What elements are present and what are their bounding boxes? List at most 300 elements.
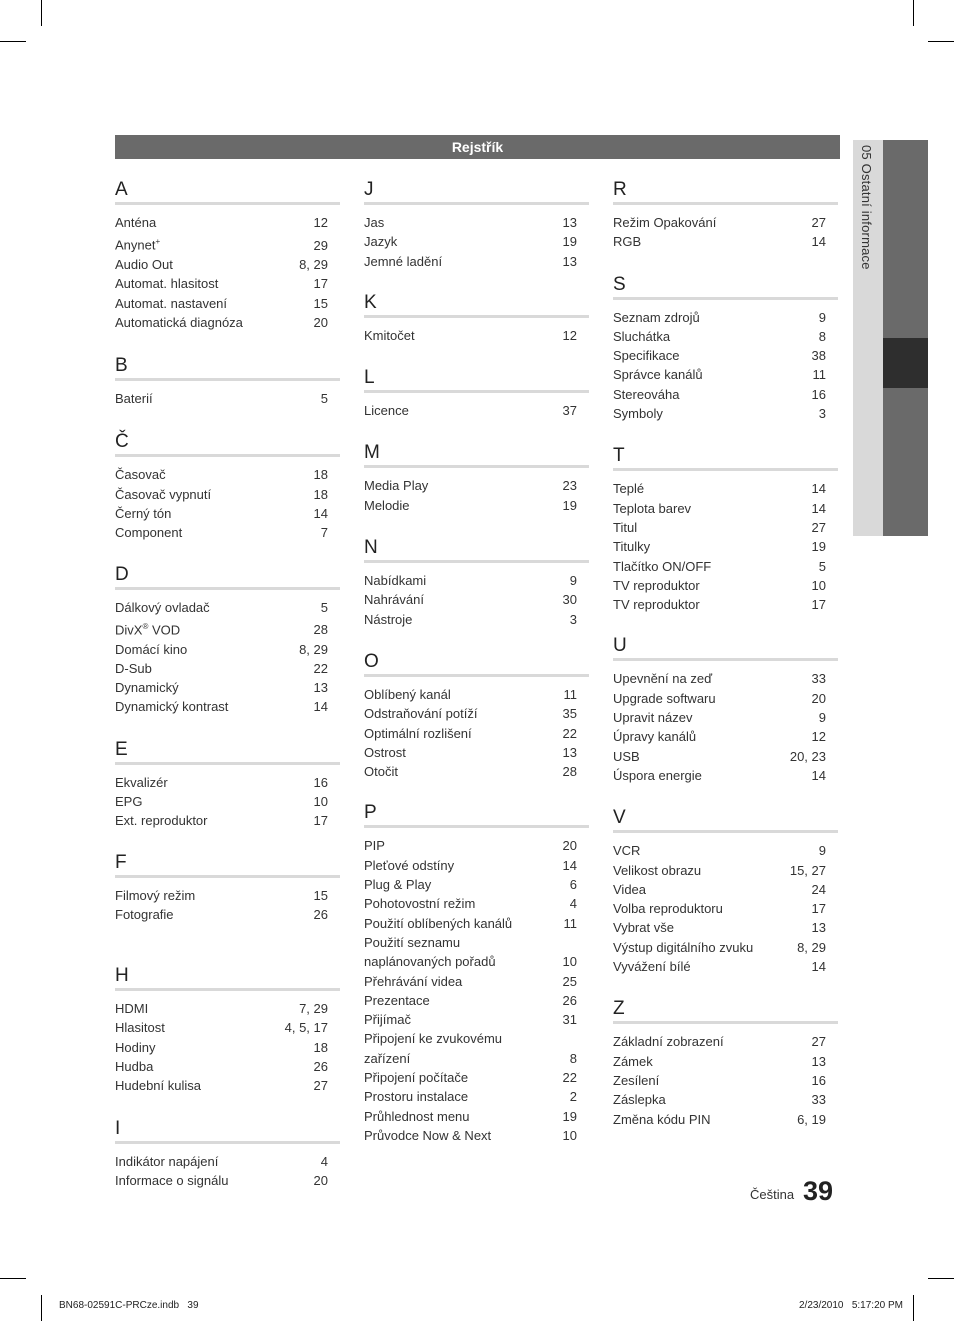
section-divider bbox=[364, 202, 589, 205]
entry-page: 16 bbox=[811, 386, 826, 402]
index-entry bbox=[364, 972, 589, 991]
section-divider bbox=[115, 378, 340, 381]
entry-page: 10 bbox=[313, 794, 328, 809]
entry-term-text: Filmový režim bbox=[115, 887, 196, 903]
section-letter: L bbox=[364, 367, 375, 389]
index-entry bbox=[613, 518, 838, 537]
section-letter: D bbox=[115, 563, 129, 585]
section-divider bbox=[364, 825, 589, 828]
entry-term bbox=[613, 1052, 838, 1071]
entry-page: 19 bbox=[562, 234, 577, 250]
entry-term bbox=[115, 313, 340, 332]
entry-term bbox=[115, 773, 340, 792]
index-entry bbox=[115, 1152, 340, 1171]
entry-page: 24 bbox=[811, 881, 826, 897]
entry-page: 14 bbox=[811, 500, 826, 516]
index-section bbox=[115, 739, 340, 831]
index-section bbox=[115, 965, 340, 1095]
entry-term bbox=[613, 841, 838, 860]
print-file-info: BN68-02591C-PRCze.indb 39 bbox=[59, 1300, 199, 1311]
index-entry bbox=[115, 640, 340, 659]
index-entry bbox=[115, 999, 340, 1018]
section-letter: M bbox=[364, 442, 380, 464]
index-entry bbox=[613, 308, 838, 327]
entry-term bbox=[115, 294, 340, 313]
entry-page: 14 bbox=[811, 767, 826, 783]
entry-term bbox=[364, 1107, 589, 1126]
entry-term-text: Úpravy kanálů bbox=[613, 729, 697, 745]
entry-term-text: Indikátor napájení bbox=[115, 1153, 219, 1169]
section-divider bbox=[364, 674, 589, 677]
entry-term-text: Použití seznamu naplánovaných pořadů bbox=[364, 934, 496, 970]
index-entry bbox=[115, 617, 340, 640]
entry-term bbox=[364, 762, 589, 781]
entry-page: 3 bbox=[818, 406, 826, 422]
entry-page: 15, 27 bbox=[789, 862, 826, 878]
entry-page: 11 bbox=[563, 915, 577, 931]
entry-page: 13 bbox=[562, 215, 577, 230]
index-entry bbox=[613, 327, 838, 346]
entry-term bbox=[115, 886, 340, 905]
entry-term-text: VCR bbox=[613, 843, 641, 859]
entry-term-text: RGB bbox=[613, 234, 642, 250]
entry-term-text: Jemné ladění bbox=[364, 253, 443, 269]
entry-page: 37 bbox=[562, 403, 577, 419]
entry-term-text: Specifikace bbox=[613, 348, 680, 364]
index-entry bbox=[364, 856, 589, 875]
entry-term bbox=[115, 465, 340, 484]
section-divider bbox=[364, 465, 589, 468]
entry-term-text: Odstraňování potíží bbox=[364, 706, 478, 722]
index-entry bbox=[364, 894, 589, 913]
index-entry bbox=[613, 537, 838, 556]
index-section bbox=[364, 367, 589, 420]
entry-term bbox=[613, 957, 838, 976]
entry-term-text: Časovač bbox=[115, 467, 166, 483]
entry-term-text: Melodie bbox=[364, 497, 410, 513]
entry-term-text: Připojení počítače bbox=[364, 1070, 469, 1086]
index-entry bbox=[364, 836, 589, 855]
entry-term bbox=[115, 811, 340, 830]
entry-term-text: Prezentace bbox=[364, 992, 430, 1008]
index-entry bbox=[613, 595, 838, 614]
entry-term-text: PIP bbox=[364, 838, 385, 854]
entry-page: 20 bbox=[811, 690, 826, 706]
section-divider bbox=[613, 468, 838, 471]
entry-term bbox=[613, 346, 838, 365]
entry-term-text: Plug & Play bbox=[364, 877, 432, 893]
index-entry bbox=[364, 704, 589, 723]
index-entry bbox=[115, 274, 340, 293]
entry-term bbox=[613, 518, 838, 537]
index-entry bbox=[115, 294, 340, 313]
entry-term bbox=[364, 933, 589, 972]
entry-page: 23 bbox=[562, 478, 577, 494]
entry-term-text: Informace o signálu bbox=[115, 1172, 229, 1188]
index-entry bbox=[613, 1052, 838, 1071]
entry-term-text: Velikost obrazu bbox=[613, 862, 702, 878]
index-entry bbox=[115, 465, 340, 484]
entry-page: 12 bbox=[562, 327, 577, 343]
entry-term bbox=[115, 504, 340, 523]
index-entry bbox=[115, 811, 340, 830]
entry-term-text: Ekvalizér bbox=[115, 774, 168, 790]
entry-term bbox=[364, 610, 589, 629]
entry-term-text: Teplé bbox=[613, 481, 645, 497]
index-entry bbox=[115, 886, 340, 905]
index-entry bbox=[115, 773, 340, 792]
section-divider bbox=[364, 315, 589, 318]
entry-page: 4 bbox=[320, 1153, 328, 1169]
entry-page: 6, 19 bbox=[797, 1111, 826, 1127]
entry-page: 27 bbox=[811, 519, 826, 535]
entry-term bbox=[115, 274, 340, 293]
entry-term bbox=[364, 743, 589, 762]
entry-term-text: Dynamický kontrast bbox=[115, 699, 229, 715]
entry-term-text: Zámek bbox=[613, 1053, 653, 1069]
entry-term-text: Výstup digitálního zvuku bbox=[613, 939, 754, 955]
index-entry bbox=[613, 880, 838, 899]
entry-term-text: Fotografie bbox=[115, 906, 174, 922]
index-entry bbox=[364, 232, 589, 251]
entry-page: 13 bbox=[811, 1053, 826, 1069]
entry-page: 33 bbox=[811, 671, 826, 687]
section-letter: U bbox=[613, 635, 627, 657]
entry-page: 8, 29 bbox=[299, 256, 328, 272]
entry-term bbox=[364, 1010, 589, 1029]
index-entry bbox=[613, 232, 838, 251]
index-entry bbox=[364, 1029, 589, 1068]
section-divider bbox=[613, 297, 838, 300]
entry-page: 28 bbox=[562, 764, 577, 780]
entry-term-text: Pleťové odstíny bbox=[364, 857, 455, 873]
section-divider bbox=[115, 875, 340, 878]
section-letter: H bbox=[115, 965, 129, 987]
entry-term bbox=[613, 766, 838, 785]
entry-term bbox=[115, 1057, 340, 1076]
index-entry bbox=[364, 1107, 589, 1126]
entry-page: 8, 29 bbox=[797, 939, 826, 955]
entry-term bbox=[115, 659, 340, 678]
index-entry bbox=[115, 1038, 340, 1057]
index-section bbox=[364, 537, 589, 629]
index-entry bbox=[364, 610, 589, 629]
entry-term bbox=[364, 704, 589, 723]
entry-term bbox=[364, 1087, 589, 1106]
index-entry bbox=[613, 576, 838, 595]
index-section bbox=[115, 179, 340, 332]
section-divider bbox=[613, 202, 838, 205]
section-letter: T bbox=[613, 445, 625, 467]
entry-page: 17 bbox=[313, 276, 328, 292]
index-entry bbox=[613, 918, 838, 937]
index-entry bbox=[613, 766, 838, 785]
entry-term-text: TV reproduktor bbox=[613, 577, 700, 593]
entry-term bbox=[364, 894, 589, 913]
index-entry bbox=[613, 708, 838, 727]
entry-page: 9 bbox=[818, 309, 826, 325]
entry-term-text: Použití oblíbených kanálů bbox=[364, 915, 513, 931]
entry-page: 31 bbox=[562, 1012, 577, 1028]
entry-page: 14 bbox=[562, 857, 577, 873]
entry-page: 16 bbox=[313, 774, 328, 790]
entry-page: 9 bbox=[818, 843, 826, 859]
entry-term-text: Optimální rozlišení bbox=[364, 725, 472, 741]
entry-term bbox=[613, 708, 838, 727]
entry-term bbox=[364, 252, 589, 271]
entry-term-text: Jazyk bbox=[364, 234, 398, 250]
entry-page: 4, 5, 17 bbox=[284, 1020, 328, 1036]
entry-page: 13 bbox=[313, 680, 328, 696]
entry-term-text: Vybrat vše bbox=[613, 920, 674, 936]
entry-term-text: Otočit bbox=[364, 764, 398, 780]
entry-page: 26 bbox=[562, 992, 577, 1008]
entry-term-text: Přijímač bbox=[364, 1012, 411, 1028]
index-column-2 bbox=[364, 179, 589, 1145]
entry-page: 6 bbox=[569, 877, 577, 893]
section-letter: J bbox=[364, 179, 374, 200]
entry-term-text: USB bbox=[613, 748, 640, 764]
entry-page: 26 bbox=[313, 1059, 328, 1075]
entry-page: 8, 29 bbox=[299, 641, 328, 657]
entry-term-text: Teplota barev bbox=[613, 500, 692, 516]
entry-page: 26 bbox=[313, 906, 328, 922]
entry-term bbox=[115, 1076, 340, 1095]
entry-page: 2 bbox=[569, 1089, 577, 1105]
index-entry bbox=[613, 1032, 838, 1051]
footer-page-number: 39 bbox=[803, 1176, 834, 1206]
index-entry bbox=[364, 1068, 589, 1087]
side-tab-active-marker bbox=[883, 338, 928, 388]
entry-page: 16 bbox=[811, 1072, 826, 1088]
entry-page: 14 bbox=[811, 481, 826, 497]
entry-term-text: Hudební kulisa bbox=[115, 1078, 201, 1094]
entry-term-text: Volba reproduktoru bbox=[613, 901, 723, 917]
index-entry bbox=[115, 659, 340, 678]
index-section bbox=[613, 807, 838, 976]
section-letter: E bbox=[115, 738, 128, 760]
entry-page: 20 bbox=[562, 838, 577, 854]
entry-term bbox=[364, 836, 589, 855]
entry-term-text: EPG bbox=[115, 794, 143, 809]
index-entry bbox=[364, 1126, 589, 1145]
entry-term-text: Prostoru instalace bbox=[364, 1089, 469, 1105]
entry-term bbox=[115, 1152, 340, 1171]
index-entry bbox=[115, 1057, 340, 1076]
entry-term-text: Dálkový ovladač bbox=[115, 599, 210, 615]
entry-term-text: Ostrost bbox=[364, 744, 406, 760]
entry-term bbox=[115, 617, 340, 640]
entry-term-text: Hlasitost bbox=[115, 1020, 165, 1036]
entry-term bbox=[115, 792, 340, 811]
entry-term bbox=[364, 1126, 589, 1145]
index-entry bbox=[364, 401, 589, 420]
index-entry bbox=[115, 485, 340, 504]
index-entry bbox=[364, 991, 589, 1010]
entry-term bbox=[613, 1090, 838, 1109]
entry-term-text: DivX bbox=[115, 622, 143, 638]
section-letter: A bbox=[115, 179, 128, 200]
entry-page: 30 bbox=[562, 592, 577, 608]
entry-term bbox=[613, 365, 838, 384]
entry-term-text: Automat. nastavení bbox=[115, 295, 228, 311]
entry-page: 22 bbox=[562, 725, 577, 741]
entry-term-text: Změna kódu PIN bbox=[613, 1111, 711, 1127]
entry-term bbox=[613, 479, 838, 498]
entry-term-text: Titulky bbox=[613, 539, 651, 555]
index-entry bbox=[613, 1110, 838, 1129]
entry-term bbox=[613, 327, 838, 346]
index-entry bbox=[115, 389, 340, 408]
index-entry bbox=[364, 724, 589, 743]
index-entry bbox=[613, 938, 838, 957]
entry-page: 17 bbox=[811, 597, 826, 613]
index-entry bbox=[613, 689, 838, 708]
footer-language: Čeština bbox=[750, 1187, 795, 1202]
entry-term bbox=[364, 213, 589, 232]
entry-page: 14 bbox=[313, 506, 328, 521]
index-entry bbox=[364, 213, 589, 232]
entry-term-text: Titul bbox=[613, 519, 638, 535]
index-entry bbox=[115, 232, 340, 255]
index-section bbox=[364, 179, 589, 271]
entry-page: 12 bbox=[811, 729, 826, 745]
entry-term-text: Připojení ke zvukovému zařízení bbox=[364, 1031, 503, 1066]
entry-page: 17 bbox=[313, 813, 328, 829]
entry-page: 3 bbox=[569, 611, 577, 627]
entry-term bbox=[364, 724, 589, 743]
entry-term bbox=[115, 485, 340, 504]
entry-term-text: Správce kanálů bbox=[613, 367, 703, 383]
entry-page: 13 bbox=[811, 920, 826, 936]
entry-page: 8 bbox=[569, 1050, 577, 1066]
index-entry bbox=[115, 678, 340, 697]
entry-page: 14 bbox=[811, 234, 826, 250]
index-entry bbox=[613, 861, 838, 880]
entry-term bbox=[613, 918, 838, 937]
crop-mark bbox=[913, 1295, 914, 1321]
section-letter: N bbox=[364, 537, 378, 559]
index-entry bbox=[115, 1018, 340, 1037]
index-section bbox=[364, 651, 589, 781]
entry-page: 11 bbox=[563, 686, 577, 702]
entry-superscript: + bbox=[155, 237, 161, 247]
entry-term bbox=[613, 537, 838, 556]
entry-term-text: Licence bbox=[364, 403, 409, 419]
entry-term-text: Záslepka bbox=[613, 1092, 666, 1108]
entry-term bbox=[613, 727, 838, 746]
crop-mark bbox=[928, 41, 954, 42]
entry-page: 18 bbox=[313, 467, 328, 483]
entry-term bbox=[364, 401, 589, 420]
entry-term-text: Průvodce Now & Next bbox=[364, 1127, 492, 1143]
index-entry bbox=[364, 571, 589, 590]
index-entry bbox=[364, 476, 589, 495]
index-entry bbox=[364, 1087, 589, 1106]
index-entry bbox=[115, 523, 340, 542]
entry-term-text: Videa bbox=[613, 881, 647, 897]
entry-term bbox=[364, 326, 589, 345]
entry-term bbox=[613, 385, 838, 404]
index-entry bbox=[613, 213, 838, 232]
entry-term bbox=[613, 404, 838, 423]
entry-term-text: Upgrade softwaru bbox=[613, 690, 716, 706]
entry-term bbox=[115, 598, 340, 617]
entry-page: 17 bbox=[811, 901, 826, 917]
entry-term-text: Upevnění na zeď bbox=[613, 671, 713, 687]
entry-term-suffix: VOD bbox=[148, 622, 181, 638]
entry-page: 20 bbox=[313, 1172, 328, 1188]
index-section bbox=[364, 442, 589, 515]
entry-term bbox=[115, 678, 340, 697]
entry-term-text: Pohotovostní režim bbox=[364, 896, 476, 912]
index-entry bbox=[613, 365, 838, 384]
entry-page: 7, 29 bbox=[299, 1001, 328, 1017]
entry-term-text: Automatická diagnóza bbox=[115, 314, 243, 330]
entry-term bbox=[364, 496, 589, 515]
entry-page: 18 bbox=[313, 486, 328, 502]
entry-page: 5 bbox=[320, 599, 328, 615]
entry-term-text: Nabídkami bbox=[364, 573, 427, 589]
section-divider bbox=[115, 762, 340, 765]
entry-term bbox=[364, 991, 589, 1010]
entry-term-text: Nahrávání bbox=[364, 592, 424, 608]
print-datetime: 2/23/2010 5:17:20 PM bbox=[799, 1300, 903, 1311]
section-letter: P bbox=[364, 802, 377, 824]
entry-page: 27 bbox=[811, 1034, 826, 1050]
entry-page: 38 bbox=[811, 348, 826, 364]
entry-term bbox=[364, 232, 589, 251]
index-section bbox=[613, 445, 838, 614]
index-section bbox=[613, 274, 838, 424]
entry-page: 9 bbox=[818, 710, 826, 726]
index-title: Rejstřík bbox=[451, 139, 504, 155]
index-column-3 bbox=[613, 179, 838, 1129]
index-entry bbox=[613, 385, 838, 404]
index-entry bbox=[613, 1071, 838, 1090]
index-entry bbox=[613, 557, 838, 576]
index-section bbox=[364, 292, 589, 345]
entry-term-text: Ext. reproduktor bbox=[115, 813, 208, 829]
entry-term bbox=[364, 1029, 589, 1068]
section-divider bbox=[115, 1141, 340, 1144]
section-divider bbox=[364, 390, 589, 393]
index-entry bbox=[613, 899, 838, 918]
entry-term bbox=[613, 689, 838, 708]
entry-page: 5 bbox=[818, 558, 826, 574]
entry-page: 27 bbox=[313, 1078, 328, 1094]
entry-term-text: Domácí kino bbox=[115, 641, 188, 657]
index-section bbox=[115, 564, 340, 717]
entry-term bbox=[364, 476, 589, 495]
index-entry bbox=[364, 762, 589, 781]
entry-term bbox=[364, 856, 589, 875]
entry-term bbox=[613, 308, 838, 327]
entry-term-text: Media Play bbox=[364, 478, 429, 494]
index-entry bbox=[364, 875, 589, 894]
index-section bbox=[115, 431, 340, 542]
entry-term-text: HDMI bbox=[115, 1001, 149, 1017]
entry-term bbox=[115, 1171, 340, 1190]
index-entry bbox=[115, 255, 340, 274]
entry-page: 11 bbox=[812, 367, 826, 383]
entry-term-text: Oblíbený kanál bbox=[364, 686, 451, 702]
entry-term bbox=[115, 389, 340, 408]
entry-term bbox=[364, 571, 589, 590]
section-divider bbox=[115, 587, 340, 590]
section-letter: I bbox=[115, 1117, 121, 1139]
index-entry bbox=[364, 496, 589, 515]
